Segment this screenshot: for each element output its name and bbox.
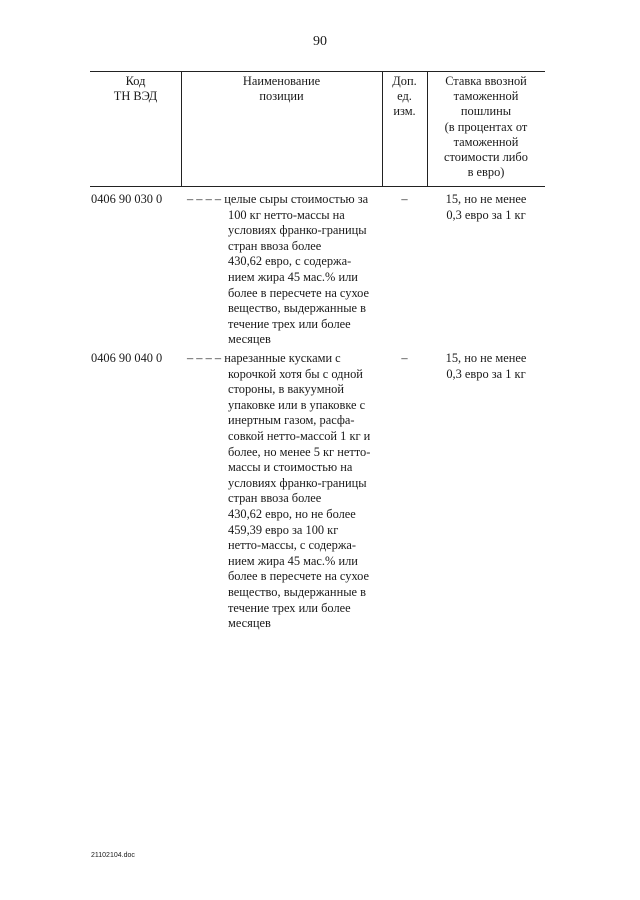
header-rate-line: Ставка ввозной [445,74,527,88]
header-rate-line: стоимости либо [444,150,528,165]
name-line: стран ввоза более [228,491,322,506]
name-line: стороны, в вакуумной [228,382,344,397]
row-unit: – [401,351,408,365]
name-line: более, но менее 5 кг нетто- [228,444,371,459]
name-line: условиях франко-границы [228,475,367,490]
name-line: стран ввоза более [228,238,322,253]
header-code [90,74,181,104]
name-line: более в пересчете на сухое [228,285,370,300]
header-rate [427,74,545,180]
footer-doc-code: 21102104.doc [91,852,135,859]
header-name-line: позиции [259,89,304,104]
name-text: целые сыры стоимостью за [224,192,369,206]
name-line: нием жира 45 мас.% или [228,553,358,568]
header-unit-line: ед. [397,89,412,104]
name-line: вещество, выдержанные в [228,301,366,316]
row-rate [427,192,545,223]
rate-line: 15, но не менее [445,192,527,206]
header-rate-line: таможенной [453,134,519,149]
name-line: течение трех или более [228,600,351,615]
name-line [187,351,387,367]
name-line: массы и стоимостью на [228,460,353,475]
header-rate-line: в евро) [467,165,505,180]
row-code: 0406 90 040 0 [91,351,163,365]
row-code: 0406 90 030 0 [91,192,163,206]
name-line: 459,39 евро за 100 кг [228,522,339,537]
row-name [187,192,387,348]
name-line: совкой нетто-массой 1 кг и [228,428,371,443]
header-rate-line: пошлины [460,104,512,119]
name-line: упаковке или в упаковке с [228,397,366,412]
row-rate [427,351,545,382]
name-line: течение трех или более [228,316,351,331]
page-number: 90 [313,34,327,49]
name-line: более в пересчете на сухое [228,569,370,584]
header-rate-line: таможенной [453,89,519,104]
name-line: условиях франко-границы [228,223,367,238]
header-unit-line: изм. [393,104,416,119]
name-line: вещество, выдержанные в [228,584,366,599]
header-bottom-rule [90,186,545,187]
name-line: нием жира 45 мас.% или [228,269,358,284]
name-line: месяцев [228,616,271,631]
name-line: нетто-массы, с содержа- [228,538,357,553]
header-code-line: Код [125,74,146,88]
indent-dashes: – – – – [187,192,222,206]
header-rate-line: (в процентах от [444,119,528,134]
name-line: 430,62 евро, с содержа- [228,254,352,269]
header-code-line: ТН ВЭД [113,89,158,104]
header-name-line: Наименование [242,74,321,88]
header-unit [382,74,427,120]
table-top-rule [90,71,545,72]
name-line: инертным газом, расфа- [228,413,355,428]
indent-dashes: – – – – [187,351,222,365]
name-text: нарезанные кусками с [224,351,341,365]
name-line: корочкой хотя бы с одной [228,366,363,381]
name-line: месяцев [228,332,271,347]
name-line [187,192,387,208]
header-unit-line: Доп. [392,74,417,88]
header-name [181,74,382,104]
rate-line: 15, но не менее [445,351,527,365]
name-line: 430,62 евро, но не более [228,506,356,521]
row-name [187,351,387,632]
name-line: 100 кг нетто-массы на [228,207,345,222]
row-unit: – [401,192,408,206]
rate-line: 0,3 евро за 1 кг [446,366,526,381]
rate-line: 0,3 евро за 1 кг [446,207,526,222]
